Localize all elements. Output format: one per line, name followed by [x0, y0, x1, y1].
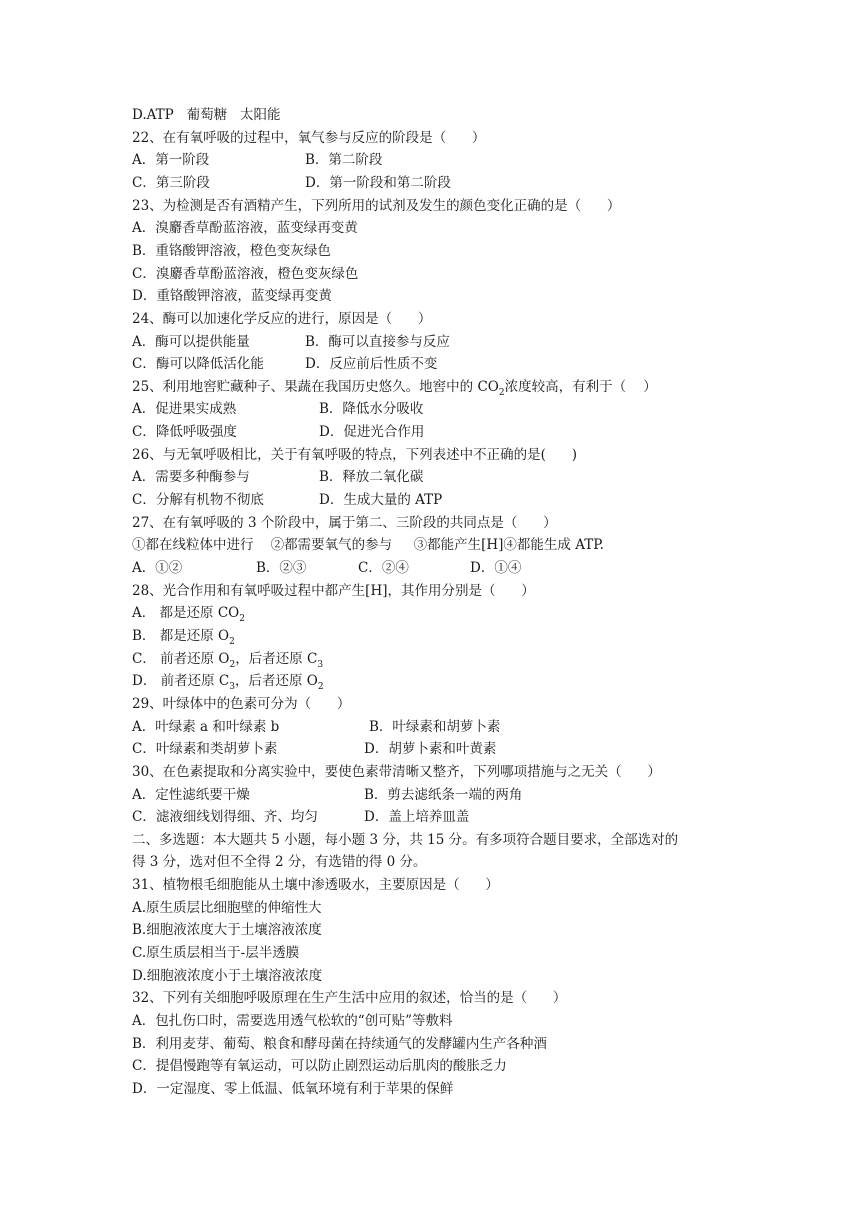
text-line: 32、下列有关细胞呼吸原理在生产生活中应用的叙述，恰当的是（ ） — [132, 990, 567, 1007]
option-text: B．②③ — [256, 560, 307, 576]
text-line: D.ATP 葡萄糖 太阳能 — [132, 107, 281, 123]
subscript: 2 — [498, 387, 505, 398]
text-line: A．包扎伤口时，需要选用透气松软的“创可贴”等敷料 — [132, 1013, 453, 1029]
option-text: C．降低呼吸强度 — [132, 424, 237, 441]
text-line: B．重铬酸钾溶液，橙色变灰绿色 — [132, 242, 331, 259]
text-line: 二、多选题：本大题共 5 小题，每小题 3 分，共 15 分。有多项符合题目要求，全部选对的 — [132, 831, 679, 848]
text-line: D． 前者还原 $C_3$，后者还原 $O_2$ — [132, 673, 324, 693]
text-line: 30、在色素提取和分离实验中，要使色素带清晰又整齐，下列哪项措施与之无关（ ） — [132, 763, 661, 780]
option-text: A．叶绿素 a 和叶绿素 b — [132, 718, 280, 735]
option-text: A．第一阶段 — [132, 152, 210, 169]
subscript: 2 — [229, 659, 236, 670]
option-text: C．叶绿素和类胡萝卜素 — [132, 741, 278, 758]
text-line: 27、在有氧呼吸的 3 个阶段中，属于第二、三阶段的共同点是（ ） — [132, 514, 557, 531]
option-text: B．第二阶段 — [305, 152, 383, 169]
option-text: C．第三阶段 — [132, 174, 210, 191]
text-line: C． 前者还原 $O_2$，后者还原 $C_3$ — [132, 650, 324, 670]
subscript: 2 — [317, 682, 324, 693]
text-line: D．重铬酸钾溶液，蓝变绿再变黄 — [132, 288, 332, 305]
text-line: ①都在线粒体中进行 ②都需要氧气的参与 ③都能产生[H]④都能生成 ATP. — [132, 537, 604, 554]
option-text: B．酶可以直接参与反应 — [305, 333, 450, 350]
text-line: 24、酶可以加速化学反应的进行，原因是（ ） — [132, 310, 432, 327]
option-text: B．释放二氧化碳 — [319, 469, 424, 486]
text-line: C．提倡慢跑等有氧运动，可以防止剧烈运动后肌肉的酸胀乏力 — [132, 1058, 507, 1075]
option-text: A．定性滤纸要干燥 — [132, 786, 250, 803]
option-text: D．生成大量的 ATP — [319, 492, 443, 509]
text-line: B．利用麦芽、葡萄、粮食和酵母菌在持续通气的发酵罐内生产各种酒 — [132, 1035, 547, 1052]
text-line: 22、在有氧呼吸的过程中，氧气参与反应的阶段是（ ） — [132, 129, 486, 146]
text-line: B.细胞液浓度大于土壤溶液浓度 — [132, 922, 322, 939]
option-text: D．反应前后性质不变 — [305, 356, 438, 373]
text-line: A．溴麝香草酚蓝溶液，蓝变绿再变黄 — [132, 220, 358, 237]
text-line: D．一定湿度、零上低温、低氧环境有利于苹果的保鲜 — [132, 1080, 454, 1097]
option-text: D．胡萝卜素和叶黄素 — [364, 741, 497, 758]
text-line: 得 3 分，选对但不全得 2 分，有选错的得 0 分。 — [132, 854, 427, 871]
option-text: D．①④ — [470, 560, 522, 576]
option-text: D．盖上培养皿盖 — [364, 809, 470, 826]
text-line: 26、与无氧呼吸相比，关于有氧呼吸的特点，下列表述中不正确的是( ) — [132, 446, 577, 463]
text-line: C.原生质层相当于-层半透膜 — [132, 945, 300, 962]
text-line: 28、光合作用和有氧呼吸过程中都产生[H]，其作用分别是（ ） — [132, 582, 535, 599]
option-text: C．酶可以降低活化能 — [132, 356, 264, 373]
text-line: D.细胞液浓度小于土壤溶液浓度 — [132, 967, 323, 984]
text-line: B． 都是还原 $O_2$ — [132, 627, 235, 647]
text-line: 25、利用地窖贮藏种子、果蔬在我国历史悠久。地窖中的 $CO_2$浓度较高，有利于（ ） — [132, 378, 657, 398]
text-line: A． 都是还原 $CO_2$ — [132, 605, 245, 625]
text-line: 31、植物根毛细胞能从土壤中渗透吸水，主要原因是（ ） — [132, 877, 499, 894]
option-text: A．①② — [132, 560, 183, 576]
subscript: 3 — [229, 682, 235, 693]
option-text: D．第一阶段和第二阶段 — [305, 174, 451, 191]
text-line: 29、叶绿体中的色素可分为（ ） — [132, 695, 351, 712]
subscript: 3 — [317, 659, 324, 670]
option-text: A．需要多种酶参与 — [132, 469, 250, 486]
option-text: B．降低水分吸收 — [319, 401, 424, 418]
option-text: D．促进光合作用 — [319, 424, 425, 441]
text-line: A.原生质层比细胞壁的伸缩性大 — [132, 899, 322, 916]
option-text: B．剪去滤纸条一端的两角 — [364, 786, 523, 803]
option-text: C．滤液细线划得细、齐、均匀 — [132, 809, 318, 826]
option-text: A．酶可以提供能量 — [132, 333, 250, 350]
text-line: C．溴麝香草酚蓝溶液，橙色变灰绿色 — [132, 265, 359, 282]
subscript: 2 — [239, 614, 245, 625]
option-text: C．分解有机物不彻底 — [132, 492, 264, 509]
option-text: C．②④ — [358, 560, 409, 576]
text-line: 23、为检测是否有酒精产生，下列所用的试剂及发生的颜色变化正确的是（ ） — [132, 197, 621, 214]
subscript: 2 — [229, 636, 235, 647]
option-text: A．促进果实成熟 — [132, 401, 237, 418]
option-text: B．叶绿素和胡萝卜素 — [369, 718, 501, 735]
